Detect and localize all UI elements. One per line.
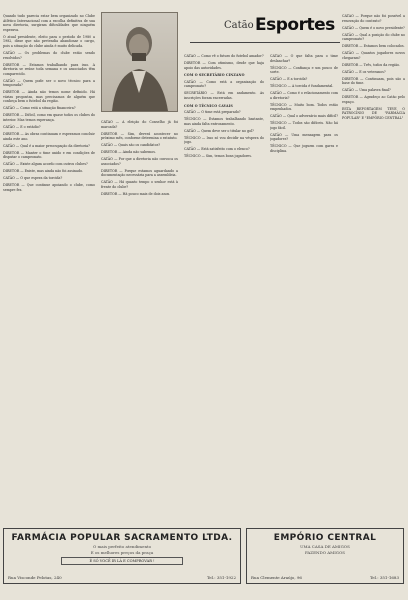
paragraph: CATÃO — O que falta para o time deslanchar?	[270, 54, 338, 63]
ad-farmacia-popular	[3, 528, 241, 584]
paragraph: DIRETOR — Agradeço ao Catão pelo espaço.	[342, 95, 405, 104]
paragraph: DIRETOR — Porque estamos aguardando a documentação necessária para a assembleia.	[101, 168, 178, 178]
paragraph: TÉCNICO — Estamos trabalhando bastante, mas ainda falta entrosamento.	[184, 117, 264, 126]
ad-slogan-box: É SÓ VOCÊ IR LÁ E COMPROVAR !	[61, 557, 183, 565]
ad-tagline-1: UMA CASA DE AMIGOS	[300, 544, 350, 549]
article-column-1	[3, 14, 95, 534]
portrait-image	[102, 13, 177, 111]
paragraph: TÉCNICO — A torcida é fundamental.	[270, 84, 334, 89]
paragraph: DIRETOR — Que continue apoiando o clube, como sempre fez.	[3, 183, 95, 192]
ad-phone: Tel.: 351-1922	[206, 575, 236, 580]
paragraph: CATÃO — Como está a situação financeira?	[3, 106, 76, 111]
paragraph: SECRETÁRIO — Está em andamento. As inscrições foram encerradas.	[184, 91, 264, 100]
ad-address: Rua Clemente Araújo, 96	[251, 575, 302, 580]
paragraph: DIRETOR — Estamos trabalhando para isso. A diretoria se reúne toda semana e os associados têm comparecido.	[3, 62, 95, 76]
paragraph: TÉCNICO — Confiança e um pouco de sorte.	[270, 65, 338, 75]
paragraph: CATÃO — Há quanto tempo o senhor está à frente do clube?	[101, 180, 178, 189]
paragraph: TÉCNICO — Que joguem com garra e disciplina.	[270, 144, 338, 154]
paragraph: CATÃO — Existe algum acordo com outros clubes?	[3, 162, 88, 167]
paragraph: CATÃO — A eleição do Conselho já foi marcada?	[101, 120, 178, 129]
paragraph: DIRETOR — Estamos bem colocados.	[342, 44, 405, 49]
interviewee-photo	[101, 12, 178, 112]
paragraph: DIRETOR — Ainda não sabemos.	[101, 150, 156, 155]
paragraph: CATÃO — O que espera da torcida?	[3, 176, 63, 181]
paragraph: TÉCNICO — Todos são difíceis. Não há jogo fácil.	[270, 121, 338, 130]
paragraph: CATÃO — Quem deve ser o titular no gol?	[184, 128, 254, 133]
paragraph: CATÃO — Por que a diretoria não convoca os associados?	[101, 157, 178, 166]
ad-emporio-central	[246, 528, 404, 584]
ad-title: EMPÓRIO CENTRAL	[273, 533, 377, 543]
paragraph: DIRETOR — Continuam, pois são a base do time.	[342, 76, 405, 86]
paragraph: CATÃO — Qual a posição do clube no campeonato?	[342, 32, 405, 42]
paragraph: TÉCNICO — Muito bom. Todos estão empenhados.	[270, 102, 338, 112]
masthead-rule	[190, 42, 340, 43]
paragraph: DIRETOR — Difícil, como em quase todos os clubes do interior. Mas temos esperança.	[3, 113, 95, 123]
ad-title: FARMÁCIA POPULAR SACRAMENTO LTDA.	[11, 533, 233, 543]
paragraph: TÉCNICO — Sim, temos bons jogadores.	[184, 154, 252, 159]
paragraph: TÉCNICO — Isso só vou decidir na véspera do jogo.	[184, 135, 264, 145]
paragraph: DIRETOR — Três, todos da região.	[342, 62, 401, 67]
paragraph: ESTA REPORTAGEM TEVE O PATROCÍNIO DE "FARMÁCIA POPULAR" E "EMPÓRIO CENTRAL"	[342, 106, 405, 120]
paragraph: CATÃO — Como é o relacionamento com a diretoria?	[270, 91, 338, 100]
paragraph: CATÃO — E o estádio?	[3, 125, 41, 129]
ad-tagline-1: O mais perfeito atendimento	[92, 544, 152, 549]
paragraph: CATÃO — Qual é a maior preocupação da diretoria?	[3, 143, 90, 148]
article-column-2	[101, 120, 178, 495]
ad-tagline-2: E os melhores preços da praça	[90, 550, 154, 555]
paragraph: DIRETOR — Sim, deverá acontecer no próximo mês, conforme determina o estatuto.	[101, 131, 178, 141]
paragraph: CATÃO — Porque não foi possível a renovação do contrato?	[342, 14, 405, 23]
paragraph: CATÃO — Quantos jogadores novos chegaram?	[342, 51, 405, 60]
paragraph: DIRETOR — Existe, mas ainda não foi assinado.	[3, 169, 84, 174]
paragraph: CATÃO — Os problemas do clube estão sendo resolvidos?	[3, 50, 95, 60]
paragraph: CATÃO — Como vê o futuro do futebol amador?	[184, 54, 264, 58]
paragraph: DIRETOR — Manter o time unido e em condições de disputar o campeonato.	[3, 150, 95, 160]
masthead-esportes: Esportes	[255, 15, 335, 35]
paragraph: DIRETOR — As obras continuam e esperamos concluir ainda este ano.	[3, 131, 95, 141]
paragraph: CATÃO — O time está preparado?	[184, 110, 241, 115]
article-column-4	[270, 54, 338, 524]
paragraph: CATÃO — Quais são os candidatos?	[101, 143, 161, 148]
subheading: COM O SECRETÁRIO CINZANO	[184, 73, 245, 78]
article-column-5	[342, 14, 405, 534]
paragraph: DIRETOR — Ainda não temos nome definido. Há várias propostas, mas precisamos de alguém que conheça bem o futebol da região.	[3, 90, 95, 104]
paragraph: Quando tudo parecia estar bem organizado no Clube Atlético Internacional com a escolha definitiva de sua nova diretoria, surgiram dificuldades que ninguém esperava.	[3, 14, 95, 32]
paragraph: CATÃO — E os veteranos?	[342, 69, 386, 74]
ad-tagline-2: FAZENDO AMIGOS	[304, 550, 346, 555]
paragraph: DIRETOR — Com otimismo, desde que haja apoio das autoridades.	[184, 60, 264, 70]
paragraph: CATÃO — Uma mensagem para os jogadores?	[270, 132, 338, 142]
article-column-3	[184, 54, 264, 524]
paragraph: CATÃO — Quem pode ser o novo técnico para a temporada?	[3, 78, 95, 88]
paragraph: CATÃO — Está satisfeito com o elenco?	[184, 147, 250, 152]
ad-phone: Tel.: 351-1683	[369, 575, 399, 580]
section-masthead	[190, 12, 340, 46]
paragraph: DIRETOR — Há pouco mais de dois anos.	[101, 191, 171, 196]
masthead-catao: Catão	[224, 20, 254, 31]
subheading: COM O TÉCNICO CAVAIS	[184, 103, 233, 108]
paragraph: CATÃO — Uma palavra final?	[342, 88, 391, 93]
paragraph: CATÃO — Qual o adversário mais difícil?	[270, 114, 338, 119]
ad-address: Rua Visconde Pelotas, 240	[8, 575, 62, 580]
paragraph: CATÃO — Como está a organização do campeonato?	[184, 79, 264, 89]
paragraph: CATÃO — E a torcida?	[270, 77, 308, 82]
paragraph: CATÃO — Quem é o novo presidente?	[342, 25, 405, 30]
paragraph: O atual presidente, eleito para o período de 1980 a 1982, disse que não pretendia abandonar o cargo, pois a situação do clube ainda é muito delicada.	[3, 34, 95, 48]
